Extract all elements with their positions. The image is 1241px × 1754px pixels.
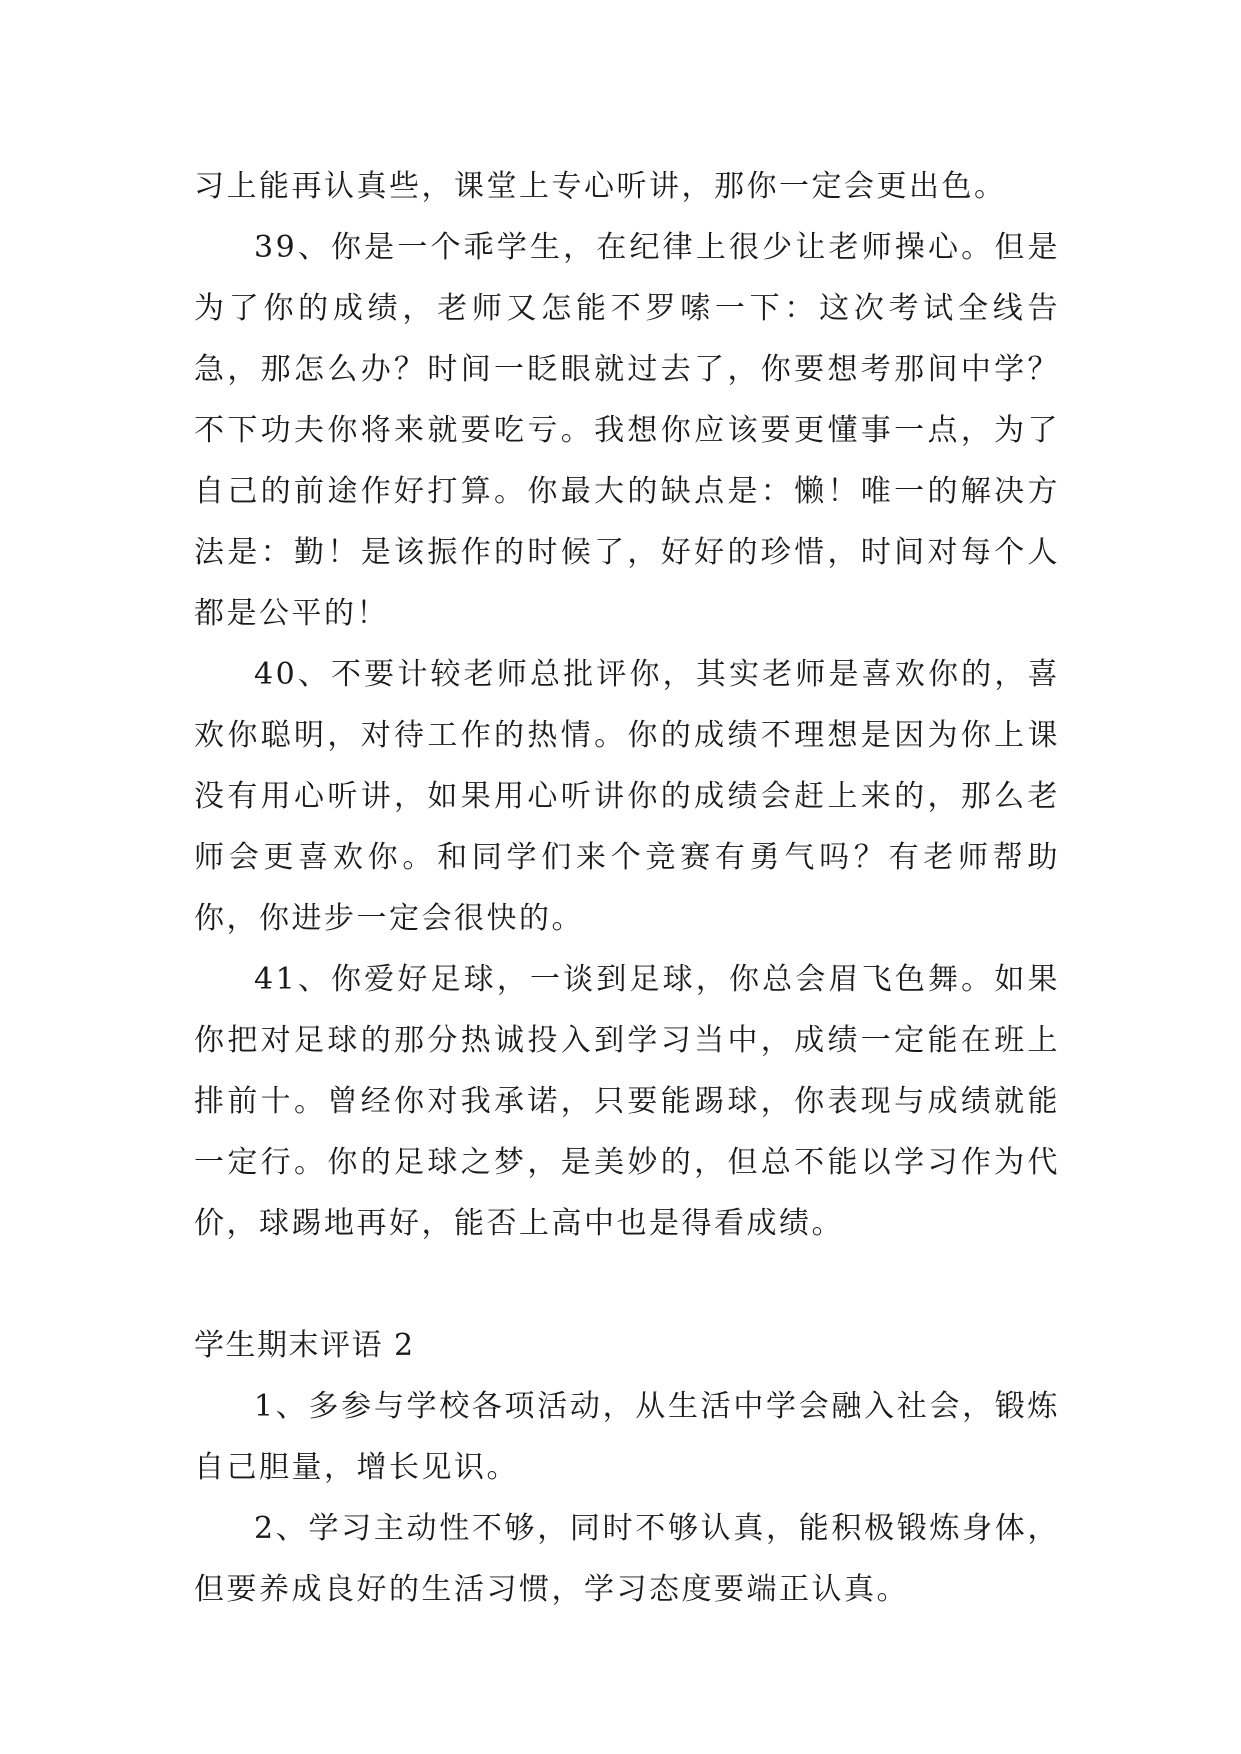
paragraph-continuation: 习上能再认真些，课堂上专心听讲，那你一定会更出色。 <box>194 169 1007 204</box>
paragraph-comment-2: 2、学习主动性不够，同时不够认真，能积极锻炼身体，但要养成良好的生活习惯，学习态度要端正认真。 <box>194 1511 1060 1607</box>
paragraph-comment-41: 41、你爱好足球，一谈到足球，你总会眉飞色舞。如果你把对足球的那分热诚投入到学习当中，成绩一定能在班上排前十。曾经你对我承诺，只要能踢球，你表现与成绩就能一定行。你的足球之梦，是美妙的，但总不能以学习作为代价，球踢地再好，能否上高中也是得看成绩。 <box>194 962 1060 1241</box>
section-heading: 学生期末评语 2 <box>194 1328 415 1363</box>
paragraph-comment-39: 39、你是一个乖学生，在纪律上很少让老师操心。但是为了你的成绩，老师又怎能不罗嗦一下：这次考试全线告急，那怎么办？时间一眨眼就过去了，你要想考那间中学？不下功夫你将来就要吃亏。我想你应该要更懂事一点，为了自己的前途作好打算。你最大的缺点是：懒！唯一的解决方法是：勤！是该振作的时候了，好好的珍惜，时间对每个人都是公平的！ <box>194 230 1060 631</box>
section-spacer <box>194 1254 1060 1315</box>
document-body <box>194 156 1060 1620</box>
paragraph-comment-40: 40、不要计较老师总批评你，其实老师是喜欢你的，喜欢你聪明，对待工作的热情。你的成绩不理想是因为你上课没有用心听讲，如果用心听讲你的成绩会赶上来的，那么老师会更喜欢你。和同学们来个竞赛有勇气吗？有老师帮助你，你进步一定会很快的。 <box>194 657 1060 936</box>
paragraph-comment-1: 1、多参与学校各项活动，从生活中学会融入社会，锻炼自己胆量，增长见识。 <box>194 1389 1060 1485</box>
